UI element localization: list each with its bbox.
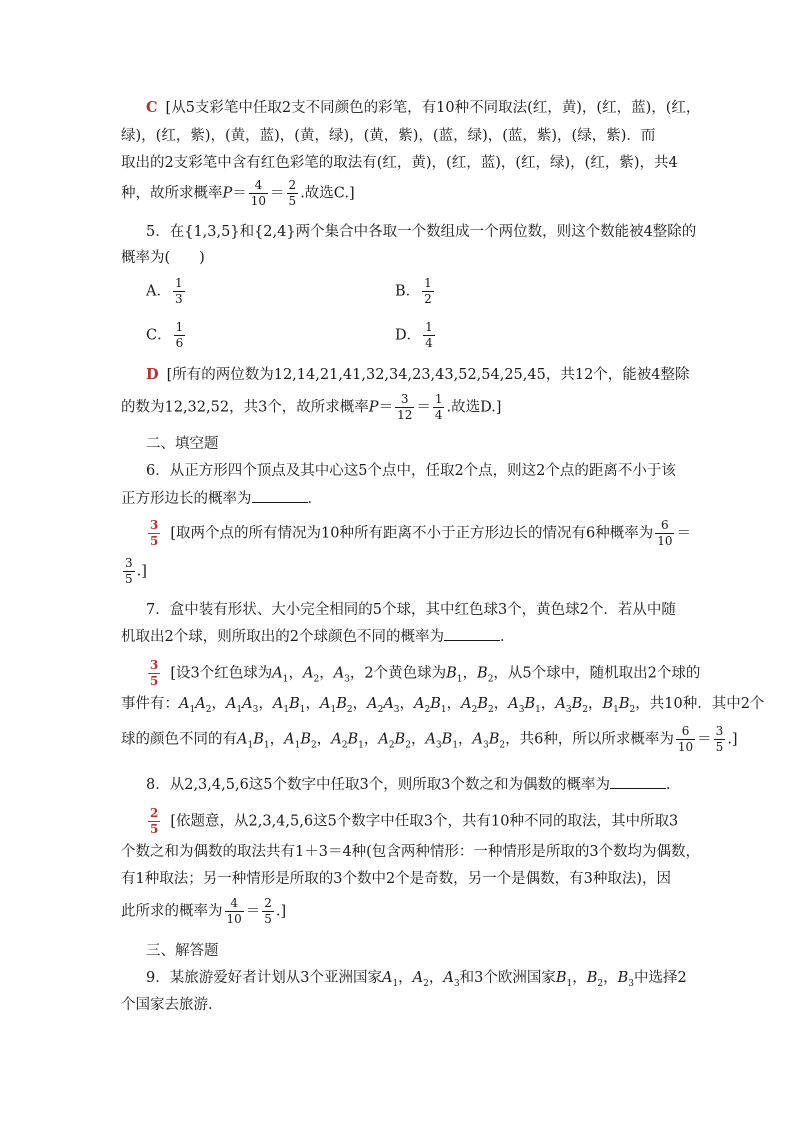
answer-blank: [610, 774, 666, 789]
q6-line2: 正方形边长的概率为 ．: [121, 488, 322, 509]
q5-answer-line1: D [所有的两位数为12,14,21,41,32,34,23,43,52,54,25,45，共12个，能被4整除: [146, 366, 690, 383]
q7-answer-line3: 球的颜色不同的有$A_1B_1$，$A_1B_2$，$A_2B_1$，$A_2B_2$，$A_3B_1$，$A_3B_2$，共6种，所以所求概率为 $\frac{6}{10}$ ＝ $\frac{3}{5}$ .]: [121, 724, 738, 754]
q9-line1: 9．某旅游爱好者计划从3个亚洲国家$A_1$，$A_2$，$A_3$和3个欧洲国家$B_1$，$B_2$，$B_3$中选择2: [146, 970, 687, 989]
section-solve: 三、解答题: [146, 943, 219, 959]
answer-blank: [444, 626, 500, 641]
q4-answer-line1: C [从5支彩笔中任取2支不同颜色的彩笔，有10种不同取法(红，黄)，(红，蓝)，(红，: [146, 99, 701, 116]
fraction: $\frac{4}{10}$: [250, 178, 267, 208]
q6-answer-line1: $\frac{3}{5}$ [取两个点的所有情况为10种所有距离不小于正方形边长的情况有6种概率为 $\frac{6}{10}$ ＝: [150, 518, 691, 548]
section-fill-in: 二、填空题: [146, 436, 219, 452]
q8-answer-line1: $\frac{2}{5}$ [依题意，从2,3,4,5,6这5个数字中任取3个，共有10种不同的取法，其中所取3: [150, 806, 679, 836]
option-c: C． $\frac{1}{6}$: [146, 320, 184, 350]
q4-answer-line2: 绿)，(红，紫)，(黄，蓝)，(黄，绿)，(黄，紫)，(蓝，绿)，(蓝，紫)，(绿，紫)．而: [121, 128, 656, 144]
option-a: A． $\frac{1}{3}$: [146, 276, 183, 306]
fraction: $\frac{2}{5}$: [288, 178, 297, 208]
q9-line2: 个国家去旅游．: [121, 997, 223, 1013]
q7-line1: 7．盒中装有形状、大小完全相同的5个球，其中红色球3个，黄色球2个．若从中随: [146, 602, 676, 618]
q8-answer-line2: 个数之和为偶数的取法共有1＋3＝4种(包含两种情形：一种情形是所取的3个数均为偶数，: [121, 844, 701, 860]
answer-blank: [252, 488, 308, 503]
q4-answer-line4: 种，故所求概率P＝ $\frac{4}{10}$ ＝ $\frac{2}{5}$ .故选C.]: [121, 178, 355, 208]
q6-line1: 6．从正方形四个顶点及其中心这5个点中，任取2个点，则这2个点的距离不小于该: [146, 463, 676, 479]
q8-answer-line4: 此所求的概率为 $\frac{4}{10}$ ＝ $\frac{2}{5}$ .]: [121, 896, 287, 926]
option-b: B． $\frac{1}{2}$: [395, 276, 432, 306]
q5-line1: 5．在{1,3,5}和{2,4}两个集合中各取一个数组成一个两位数，则这个数能被4整除的: [146, 224, 697, 240]
q6-answer-line2: $\frac{3}{5}$ .]: [125, 556, 147, 586]
q8-answer-line3: 有1种取法；另一种情形是所取的3个数中2个是奇数，另一个是偶数，有3种取法)，因: [121, 871, 672, 887]
q4-answer-line3: 取出的2支彩笔中含有红色彩笔的取法有(红，黄)，(红，蓝)，(红，绿)，(红，紫)，共4: [121, 155, 678, 171]
q7-line2: 机取出2个球，则所取出的2个球颜色不同的概率为 ．: [121, 626, 514, 647]
answer-letter: C: [146, 99, 158, 116]
q8-line1: 8．从2,3,4,5,6这5个数字中任取3个，则所取3个数之和为偶数的概率为 ．: [146, 774, 680, 795]
q5-answer-line2: 的数为12,32,52，共3个，故所求概率P＝ $\frac{3}{12}$ ＝ $\frac{1}{4}$ .故选D.]: [121, 392, 502, 422]
option-d: D． $\frac{1}{4}$: [395, 320, 433, 350]
q5-line2: 概率为( ): [121, 250, 205, 266]
q7-answer-line1: $\frac{3}{5}$ [设3个红色球为$A_1$，$A_2$，$A_3$，2个黄色球为$B_1$，$B_2$，从5个球中，随机取出2个球的: [150, 658, 701, 688]
q7-answer-line2: 事件有：$A_1A_2$，$A_1A_3$，$A_1B_1$，$A_1B_2$，$A_2A_3$，$A_2B_1$，$A_2B_2$，$A_3B_1$，$A_3B_2$，$B_1B_2$，共10种．其中2个: [121, 696, 765, 715]
